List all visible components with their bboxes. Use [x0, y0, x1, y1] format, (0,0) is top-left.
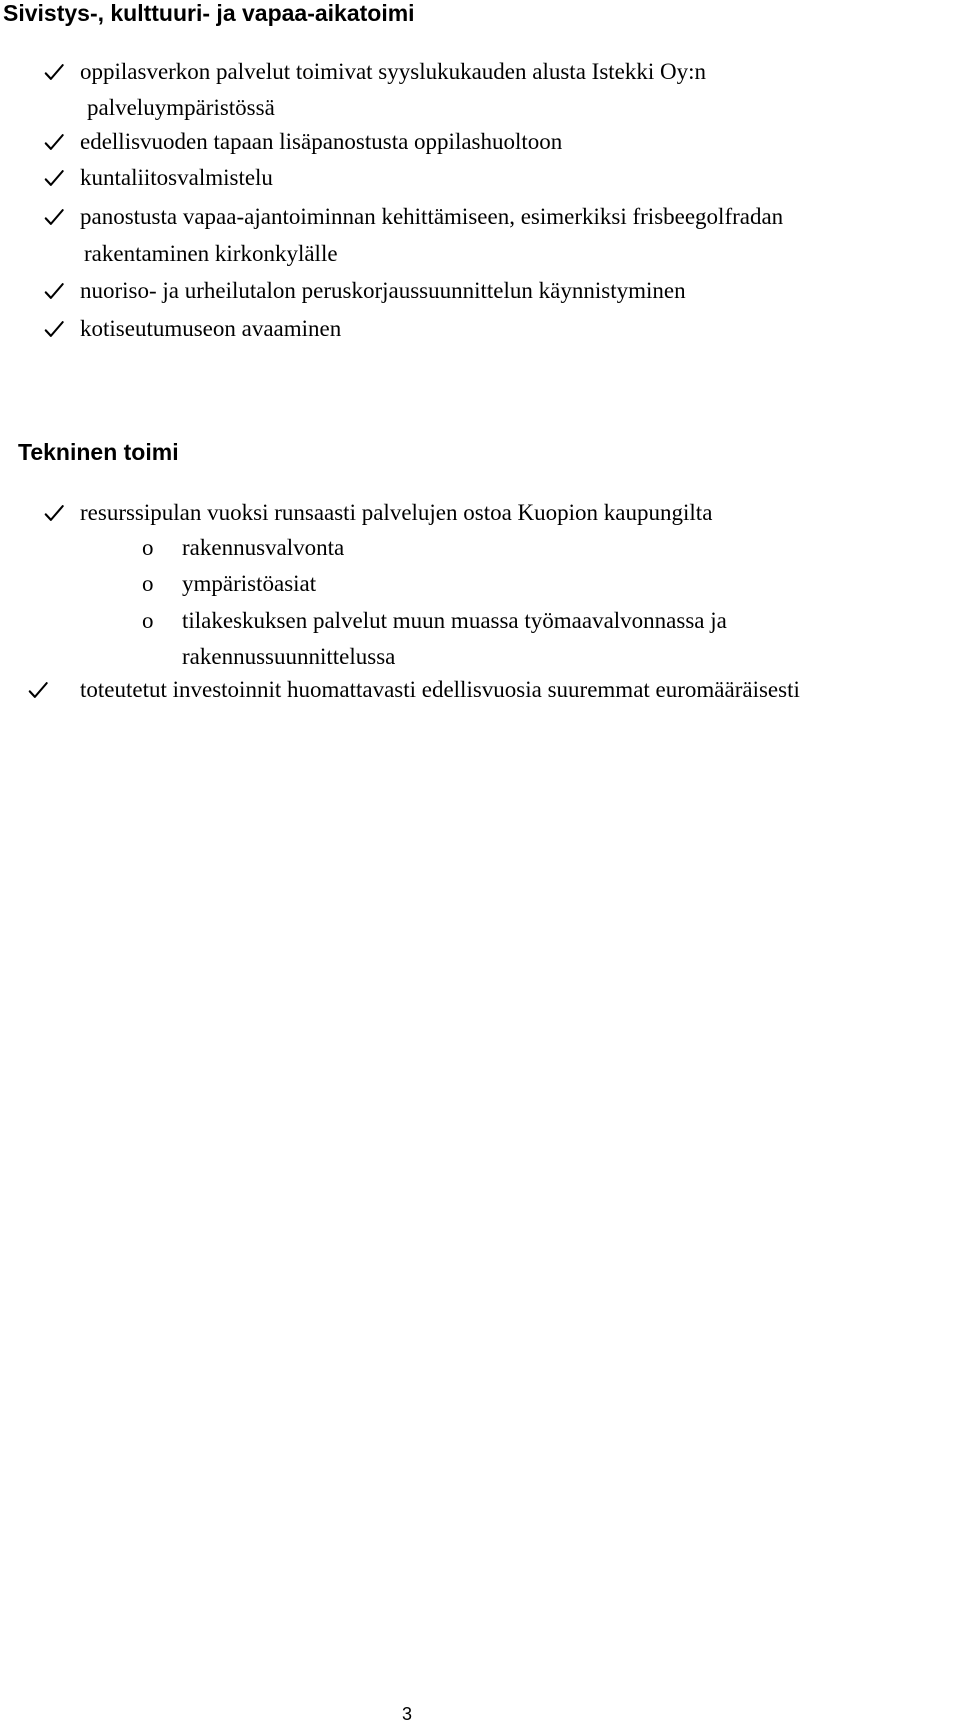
section-title-sivistys: Sivistys-, kulttuuri- ja vapaa-aikatoimi	[3, 0, 415, 26]
sub-bullet-marker: o	[142, 608, 154, 633]
checkmark-icon	[27, 679, 49, 701]
list-item-text: nuoriso- ja urheilutalon peruskorjaussuunnittelun käynnistyminen	[80, 278, 686, 303]
list-item-text: toteutetut investoinnit huomattavasti edellisvuosia suuremmat euromääräisesti	[80, 677, 800, 702]
list-item-text: palveluympäristössä	[87, 95, 275, 120]
checkmark-icon	[43, 280, 65, 302]
sub-list-item-text: rakennusvalvonta	[182, 535, 345, 560]
sub-bullet-marker: o	[142, 535, 154, 560]
list-item-text: kuntaliitosvalmistelu	[80, 165, 273, 190]
list-item-text: kotiseutumuseon avaaminen	[80, 316, 342, 341]
checkmark-icon	[43, 131, 65, 153]
sub-list-item-text: ympäristöasiat	[182, 571, 317, 596]
sub-bullet-marker: o	[142, 571, 154, 596]
list-item-text: rakentaminen kirkonkylälle	[84, 241, 338, 266]
page-number: 3	[402, 1704, 413, 1724]
checkmark-icon	[43, 502, 65, 524]
checkmark-icon	[43, 61, 65, 83]
list-item-text: panostusta vapaa-ajantoiminnan kehittämiseen, esimerkiksi frisbeegolfradan	[80, 204, 784, 229]
list-item-text: edellisvuoden tapaan lisäpanostusta oppilashuoltoon	[80, 129, 563, 154]
sub-list-item-text: tilakeskuksen palvelut muun muassa työmaavalvonnassa ja	[182, 608, 727, 633]
checkmark-icon	[43, 167, 65, 189]
sub-list-item-text: rakennussuunnittelussa	[182, 644, 396, 669]
checkmark-icon	[43, 206, 65, 228]
list-item-text: resurssipulan vuoksi runsaasti palvelujen ostoa Kuopion kaupungilta	[80, 500, 713, 525]
section-title-tekninen: Tekninen toimi	[18, 439, 179, 465]
checkmark-icon	[43, 318, 65, 340]
list-item-text: oppilasverkon palvelut toimivat syyslukukauden alusta Istekki Oy:n	[80, 59, 707, 84]
